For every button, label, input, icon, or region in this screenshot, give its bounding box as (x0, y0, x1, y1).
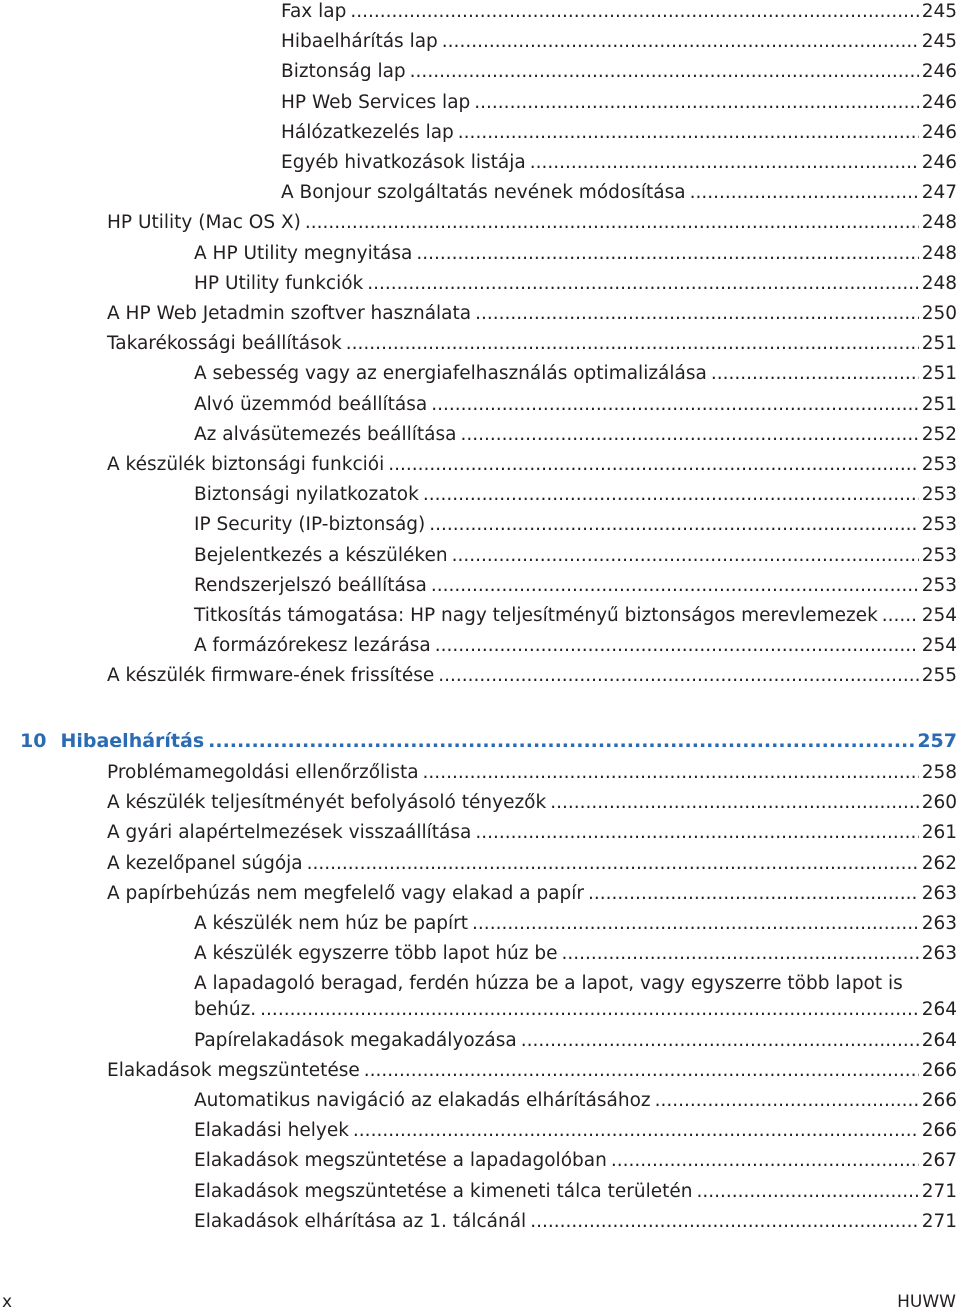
toc-entry-page: 248 (921, 212, 957, 233)
toc-entry-page: 253 (921, 484, 957, 505)
toc-entry-title: A HP Utility megnyitása (194, 243, 413, 264)
toc-entry-page: 246 (921, 152, 957, 173)
dot-leader (550, 792, 918, 814)
toc-entry[interactable] (107, 333, 957, 355)
chapter-heading[interactable] (20, 730, 957, 752)
toc-entry-title: Elakadások elhárítása az 1. tálcánál (194, 1211, 527, 1232)
toc-entry-page: 245 (921, 1, 957, 22)
toc-entry-page: 271 (921, 1211, 957, 1232)
chapter-title: Hibaelhárítás (60, 730, 205, 752)
toc-entry[interactable] (194, 243, 957, 265)
toc-entry[interactable] (107, 1060, 957, 1082)
toc-entry-title: A kezelőpanel súgója (107, 853, 303, 874)
toc-entry-title: behúz. (194, 999, 257, 1020)
toc-entry[interactable] (194, 484, 957, 506)
toc-entry-title: Elakadások megszüntetése a lapadagolóban (194, 1150, 607, 1171)
toc-entry-title: Hibaelhárítás lap (281, 31, 438, 52)
toc-entry-page: 266 (921, 1060, 957, 1081)
toc-entry-title: Biztonsági nyilatkozatok (194, 484, 419, 505)
toc-entry[interactable] (194, 514, 957, 536)
toc-entry-page: 251 (921, 394, 957, 415)
toc-entry[interactable] (281, 152, 957, 174)
dot-leader (410, 61, 919, 83)
toc-entry[interactable] (107, 665, 957, 687)
dot-leader (882, 605, 919, 627)
toc-entry-page: 253 (921, 545, 957, 566)
toc-entry-title: Rendszerjelszó beállítása (194, 575, 427, 596)
dot-leader (696, 1181, 918, 1203)
dot-leader (458, 122, 919, 144)
toc-entry-title: A formázórekesz lezárása (194, 635, 431, 656)
toc-entry-page: 264 (921, 1030, 957, 1051)
toc-entry[interactable] (281, 182, 957, 204)
toc-entry[interactable] (107, 883, 957, 905)
toc-entry[interactable] (281, 1, 957, 23)
toc-entry[interactable] (194, 1181, 957, 1203)
toc-entry[interactable] (194, 999, 957, 1021)
toc-entry[interactable] (281, 92, 957, 114)
toc-entry[interactable] (107, 762, 957, 784)
toc-entry[interactable] (194, 545, 957, 567)
toc-entry[interactable] (194, 575, 957, 597)
dot-leader (588, 883, 919, 905)
dot-leader (353, 1120, 919, 1142)
toc-entry-title: A Bonjour szolgáltatás nevének módosítása (281, 182, 686, 203)
toc-entry-page: 266 (921, 1090, 957, 1111)
dot-leader (475, 822, 918, 844)
toc-entry[interactable] (281, 122, 957, 144)
toc-entry-title: A készülék nem húz be papírt (194, 913, 469, 934)
dot-leader (431, 394, 918, 416)
dot-leader (711, 363, 919, 385)
toc-entry-page: 267 (921, 1150, 957, 1171)
toc-entry-page: 246 (921, 92, 957, 113)
toc-entry-title: Elakadási helyek (194, 1120, 349, 1141)
dot-leader (346, 333, 919, 355)
dot-leader (260, 999, 919, 1021)
toc-entry-title: Takarékossági beállítások (107, 333, 342, 354)
toc-entry-page: 253 (921, 575, 957, 596)
toc-entry-title-line1[interactable]: A lapadagoló beragad, ferdén húzza be a lapot, vagy egyszerre több lapot is (194, 973, 903, 994)
toc-entry[interactable] (194, 1090, 957, 1112)
toc-entry-page: 263 (921, 883, 957, 904)
toc-entry-page: 254 (921, 635, 957, 656)
toc-entry-page: 247 (921, 182, 957, 203)
toc-entry-title: Fax lap (281, 1, 347, 22)
dot-leader (655, 1090, 919, 1112)
language-code: HUWW (897, 1292, 956, 1312)
toc-entry-page: 252 (921, 424, 957, 445)
toc-entry-page: 248 (921, 273, 957, 294)
toc-entry-title: Hálózatkezelés lap (281, 122, 454, 143)
dot-leader (435, 635, 919, 657)
toc-entry-page: 260 (921, 792, 957, 813)
dot-leader (367, 273, 918, 295)
toc-entry-page: 253 (921, 514, 957, 535)
toc-entry-title: Elakadások megszüntetése (107, 1060, 360, 1081)
toc-entry[interactable] (107, 822, 957, 844)
toc-entry-title: A HP Web Jetadmin szoftver használata (107, 303, 472, 324)
toc-entry[interactable] (194, 424, 957, 446)
toc-entry-page: 245 (921, 31, 957, 52)
toc-entry-title: Titkosítás támogatása: HP nagy teljesítményű biztonságos merevlemezek (194, 605, 878, 626)
toc-entry[interactable] (107, 792, 957, 814)
toc-entry-title: HP Web Services lap (281, 92, 471, 113)
toc-entry-title: A papírbehúzás nem megfelelő vagy elakad a papír (107, 883, 585, 904)
dot-leader (690, 182, 919, 204)
dot-leader (442, 31, 919, 53)
toc-entry-page: 264 (921, 999, 957, 1020)
dot-leader (474, 92, 918, 114)
dot-leader (350, 1, 918, 23)
toc-entry-title: Biztonság lap (281, 61, 406, 82)
toc-entry-title: Alvó üzemmód beállítása (194, 394, 428, 415)
dot-leader (388, 454, 918, 476)
toc-entry-page: 251 (921, 363, 957, 384)
toc-entry[interactable] (194, 1150, 957, 1172)
dot-leader (475, 303, 919, 325)
toc-entry-page: 248 (921, 243, 957, 264)
toc-entry[interactable] (107, 454, 957, 476)
toc-entry-title: Problémamegoldási ellenőrzőlista (107, 762, 419, 783)
toc-entry-page: 263 (921, 943, 957, 964)
toc-entry-title: HP Utility (Mac OS X) (107, 212, 301, 233)
dot-leader (423, 762, 919, 784)
toc-entry-page: 271 (921, 1181, 957, 1202)
dot-leader (472, 913, 919, 935)
toc-entry[interactable] (194, 394, 957, 416)
dot-leader (305, 212, 919, 234)
toc-entry-title: A készülék biztonsági funkciói (107, 454, 385, 475)
toc-entry[interactable] (281, 61, 957, 83)
toc-entry[interactable] (194, 363, 957, 385)
toc-entry-title: IP Security (IP-biztonság) (194, 514, 426, 535)
toc-entry-title: Egyéb hivatkozások listája (281, 152, 526, 173)
toc-entry[interactable] (194, 273, 957, 295)
dot-leader (521, 1030, 919, 1052)
toc-entry[interactable] (107, 303, 957, 325)
toc-entry-page: 246 (921, 122, 957, 143)
dot-leader (429, 514, 918, 536)
toc-entry[interactable] (281, 31, 957, 53)
dot-leader (530, 1211, 918, 1233)
toc-entry-page: 263 (921, 913, 957, 934)
dot-leader (611, 1150, 919, 1172)
dot-leader (562, 943, 919, 965)
toc-entry[interactable] (194, 1211, 957, 1233)
toc-entry-title: A készülék teljesítményét befolyásoló tényezők (107, 792, 547, 813)
toc-entry-page: 261 (921, 822, 957, 843)
dot-leader (438, 665, 918, 687)
toc-entry-page: 246 (921, 61, 957, 82)
toc-entry[interactable] (107, 212, 957, 234)
toc-entry-title: HP Utility funkciók (194, 273, 364, 294)
toc-entry[interactable] (194, 635, 957, 657)
toc-entry-title: Automatikus navigáció az elakadás elhárításához (194, 1090, 651, 1111)
dot-leader (364, 1060, 919, 1082)
toc-entry-title: A készülék egyszerre több lapot húz be (194, 943, 558, 964)
dot-leader (423, 484, 919, 506)
toc-entry-title: Az alvásütemezés beállítása (194, 424, 457, 445)
toc-entry-title: Bejelentkezés a készüléken (194, 545, 448, 566)
toc-entry-page: 258 (921, 762, 957, 783)
page-number: x (2, 1292, 13, 1312)
toc-entry[interactable] (194, 605, 957, 627)
toc-entry-page: 255 (921, 665, 957, 686)
chapter-page: 257 (917, 730, 957, 752)
toc-entry-page: 266 (921, 1120, 957, 1141)
toc-entry-title: A sebesség vagy az energiafelhasználás optimalizálása (194, 363, 707, 384)
dot-leader (460, 424, 918, 446)
toc-entry-title: A készülék firmware-ének frissítése (107, 665, 435, 686)
toc-entry[interactable] (194, 913, 957, 935)
dot-leader (530, 152, 919, 174)
dot-leader (452, 545, 919, 567)
dot-leader (416, 243, 918, 265)
toc-entry-title: Elakadások megszüntetése a kimeneti tálca területén (194, 1181, 693, 1202)
toc-entry[interactable] (194, 1030, 957, 1052)
toc-entry[interactable] (194, 1120, 957, 1142)
chapter-number: 10 (20, 730, 47, 752)
toc-entry[interactable] (107, 853, 957, 875)
dot-leader (307, 853, 919, 875)
toc-entry-page: 250 (921, 303, 957, 324)
toc-entry-title: Papírelakadások megakadályozása (194, 1030, 517, 1051)
toc-entry[interactable] (194, 943, 957, 965)
toc-entry-page: 253 (921, 454, 957, 475)
dot-leader (431, 575, 919, 597)
toc-entry-page: 251 (921, 333, 957, 354)
toc-entry-page: 254 (921, 605, 957, 626)
toc-entry-title: A gyári alapértelmezések visszaállítása (107, 822, 472, 843)
toc-entry-page: 262 (921, 853, 957, 874)
dot-leader (208, 730, 914, 752)
